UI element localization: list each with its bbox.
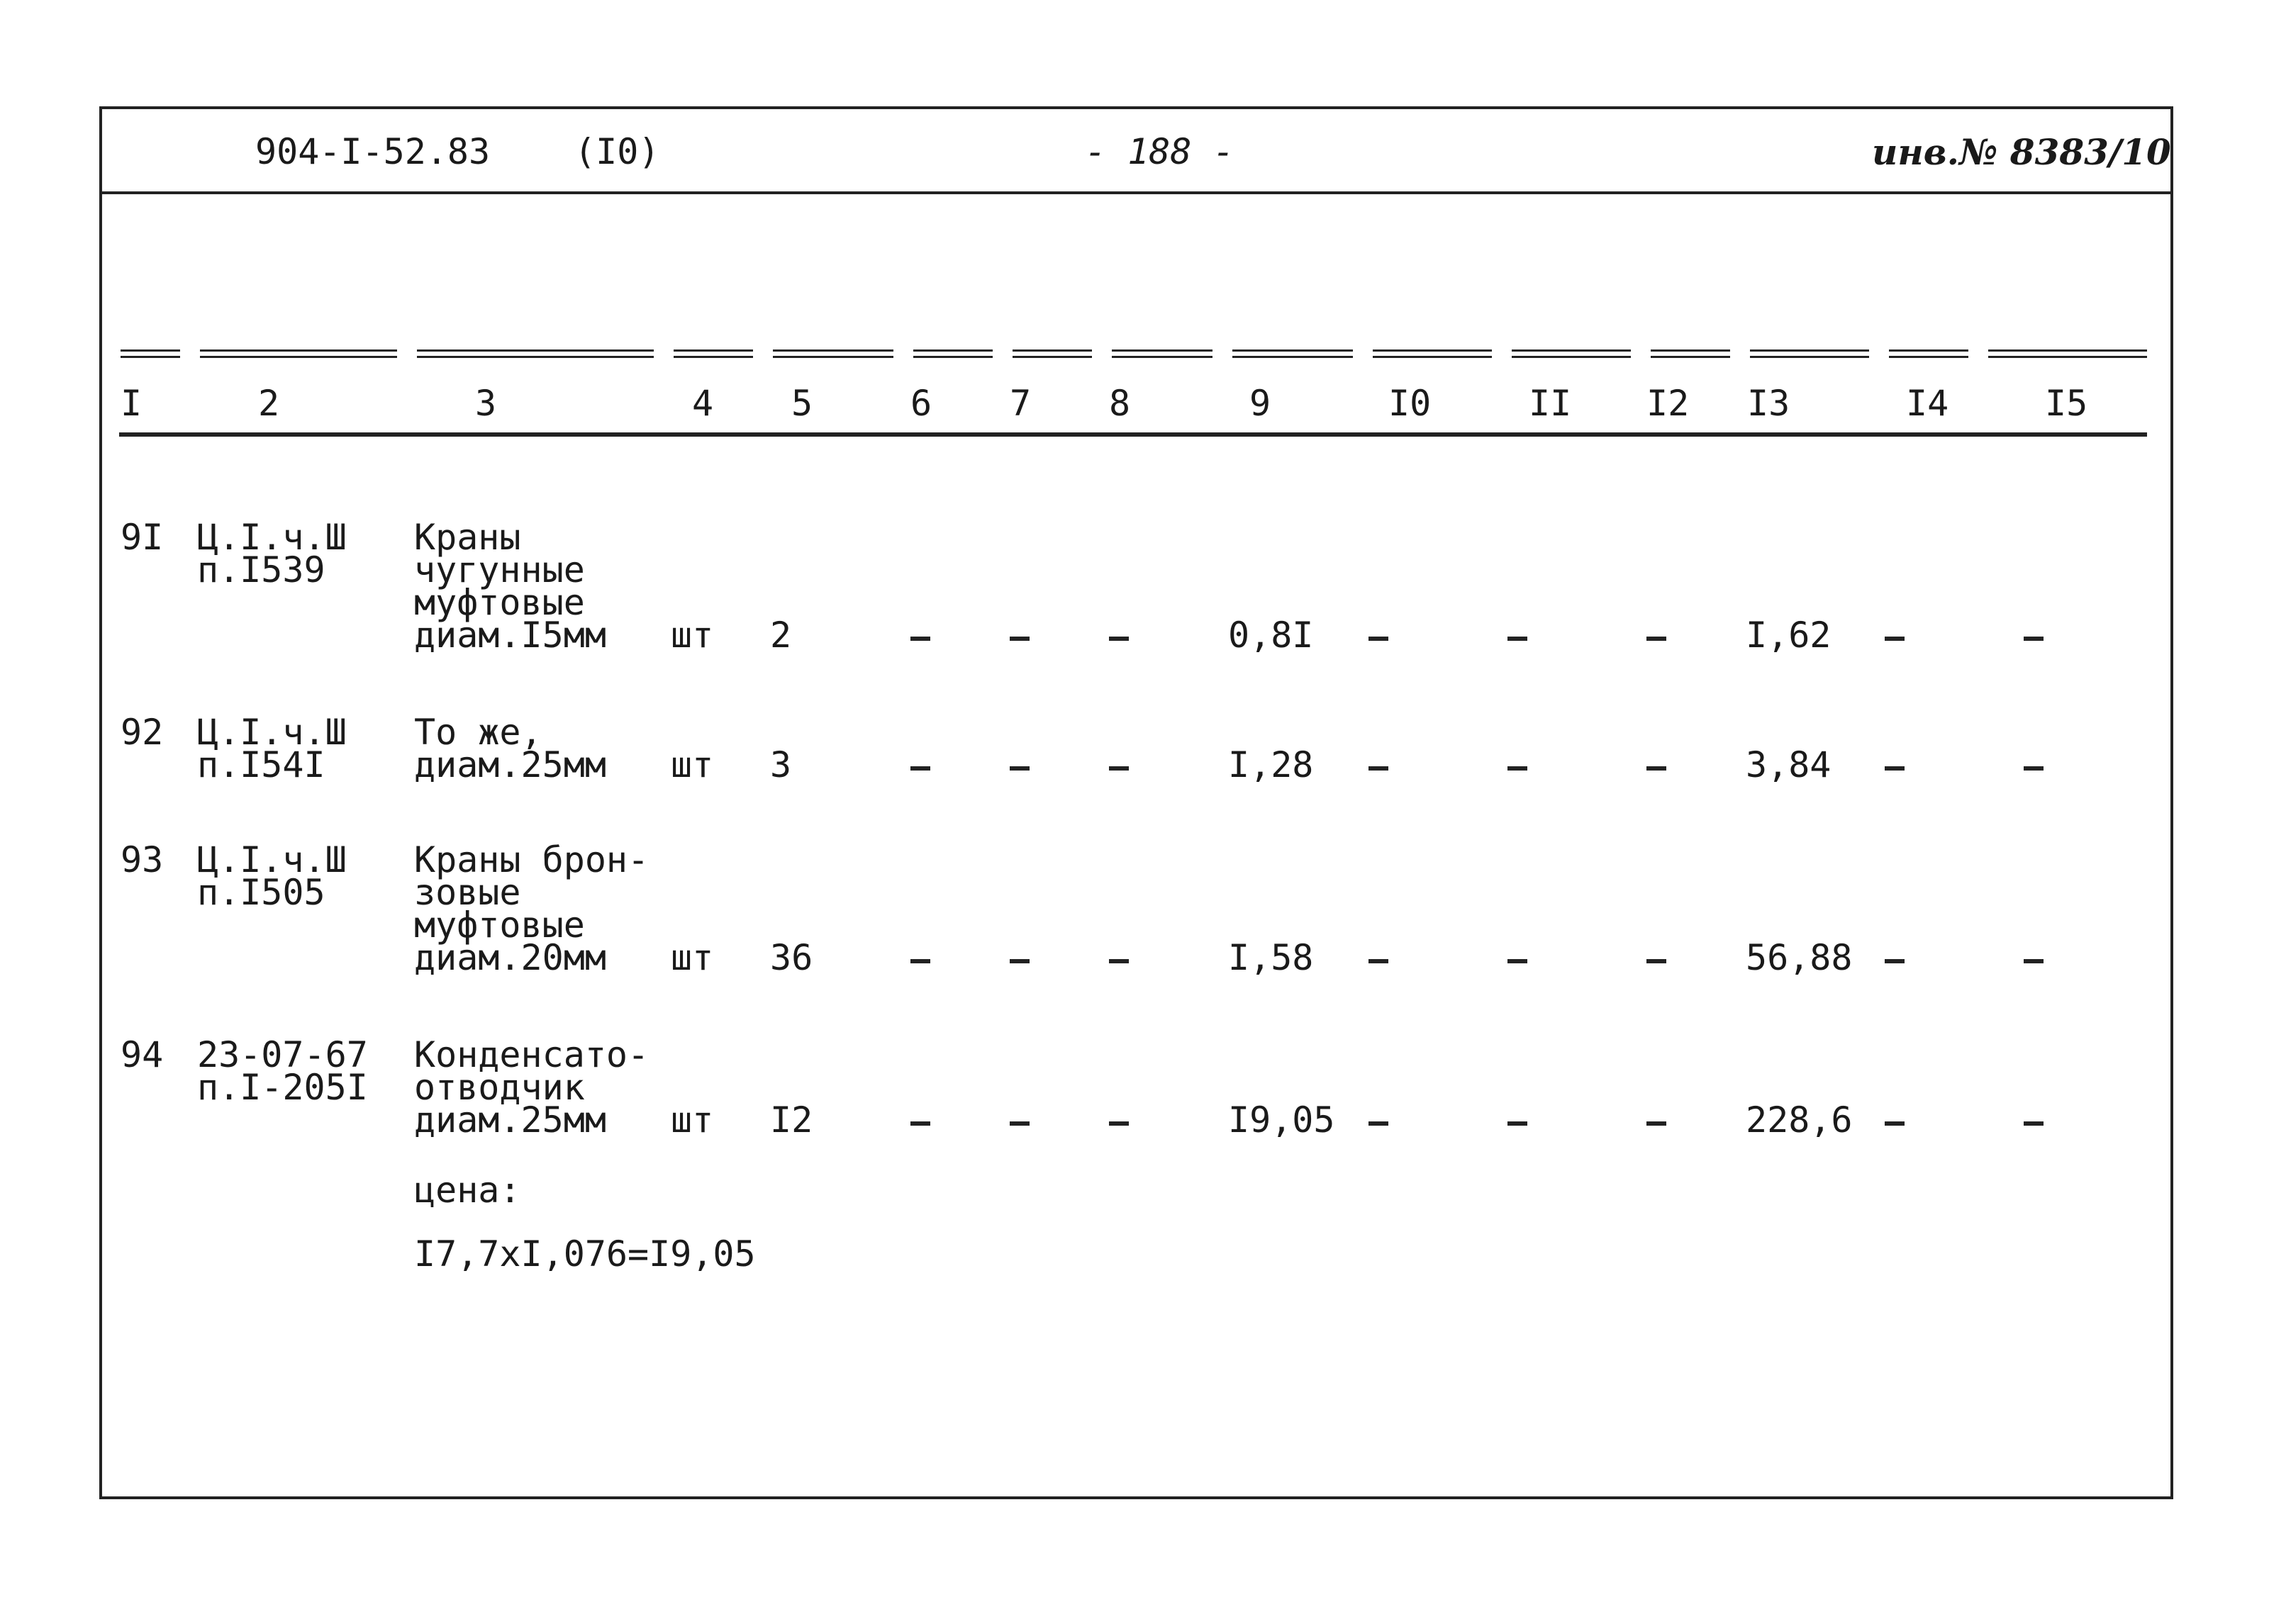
dash-mark: [1368, 959, 1388, 963]
unit: шт: [671, 1099, 714, 1141]
item-name-line: муфтовые: [414, 582, 585, 623]
inventory-number: инв.№ 8383/10: [1872, 131, 2171, 173]
dash-mark: [1507, 766, 1527, 771]
total-cost: I,62: [1746, 615, 1832, 656]
unit-price: I9,05: [1228, 1099, 1335, 1141]
page-number: - 188 -: [1085, 131, 1234, 172]
table-top-rule: [1988, 349, 2147, 359]
item-name-line: диам.I5мм: [414, 615, 606, 656]
table-top-rule: [773, 349, 893, 359]
dash-mark: [1646, 959, 1666, 963]
item-name-line: диам.25мм: [414, 1099, 606, 1141]
unit-price: I,28: [1228, 744, 1314, 785]
table-top-rule: [1512, 349, 1631, 359]
dash-mark: [1109, 637, 1129, 641]
dash-mark: [1885, 959, 1905, 963]
unit-price: I,58: [1228, 937, 1314, 978]
item-name-line: диам.25мм: [414, 744, 606, 785]
dash-mark: [910, 1121, 930, 1126]
dash-mark: [2024, 637, 2044, 641]
dash-mark: [910, 959, 930, 963]
column-number: 6: [910, 383, 932, 424]
price-reference: [197, 712, 347, 785]
unit: шт: [671, 615, 714, 656]
table-top-rule: [1232, 349, 1353, 359]
column-number: I5: [2045, 383, 2088, 424]
dash-mark: [1507, 637, 1527, 641]
price-reference: [197, 517, 347, 590]
price-reference-line: п.I54I: [197, 744, 325, 785]
dash-mark: [1109, 959, 1129, 963]
price-reference-line: п.I-205I: [197, 1067, 368, 1108]
table-top-rule: [1013, 349, 1092, 359]
price-reference-line: п.I539: [197, 549, 325, 590]
unit-price: 0,8I: [1228, 615, 1314, 656]
price-reference-line: Ц.I.ч.Ш: [197, 712, 347, 753]
price-reference: [197, 839, 347, 913]
table-top-rule: [417, 349, 654, 359]
unit: шт: [671, 744, 714, 785]
item-name-line: зовые: [414, 872, 521, 913]
table-top-rule: [913, 349, 993, 359]
column-number: 2: [258, 383, 280, 424]
quantity: 2: [770, 615, 792, 656]
table-top-rule: [1889, 349, 1968, 359]
quantity: I2: [770, 1099, 813, 1141]
price-reference: [197, 1034, 368, 1108]
document-code: 904-I-52.83: [255, 131, 491, 172]
dash-mark: [1885, 766, 1905, 771]
total-cost: 228,6: [1746, 1099, 1853, 1141]
item-name-line: Краны: [414, 517, 521, 558]
total-cost: 56,88: [1746, 937, 1853, 978]
item-name: [414, 839, 650, 978]
column-number: 5: [791, 383, 813, 424]
dash-mark: [910, 637, 930, 641]
column-number: 7: [1010, 383, 1032, 424]
sheet-number: (I0): [574, 131, 660, 172]
total-cost: 3,84: [1746, 744, 1832, 785]
column-number: II: [1529, 383, 1572, 424]
table-top-rule: [1373, 349, 1492, 359]
dash-mark: [1010, 766, 1030, 771]
row-number: 92: [121, 712, 164, 753]
table-top-rule: [1750, 349, 1869, 359]
header-rule: [99, 191, 2173, 194]
column-number: 9: [1249, 383, 1271, 424]
dash-mark: [1646, 766, 1666, 771]
dash-mark: [1109, 1121, 1129, 1126]
column-number: 4: [692, 383, 714, 424]
column-number: 8: [1109, 383, 1131, 424]
column-number-rule: [119, 432, 2147, 437]
price-note-formula: I7,7хI,076=I9,05: [414, 1233, 756, 1275]
price-reference-line: 23-07-67: [197, 1034, 368, 1075]
column-number: I2: [1646, 383, 1690, 424]
item-name: [414, 1034, 650, 1141]
column-number: I: [121, 383, 143, 424]
unit: шт: [671, 937, 714, 978]
dash-mark: [1507, 959, 1527, 963]
quantity: 36: [770, 937, 813, 978]
dash-mark: [1646, 637, 1666, 641]
item-name-line: То же,: [414, 712, 542, 753]
dash-mark: [1368, 1121, 1388, 1126]
item-name-line: отводчик: [414, 1067, 585, 1108]
item-name: [414, 517, 606, 656]
column-number: I0: [1388, 383, 1432, 424]
dash-mark: [1885, 637, 1905, 641]
item-name-line: муфтовые: [414, 905, 585, 946]
dash-mark: [2024, 766, 2044, 771]
page-frame: [99, 106, 2173, 1499]
quantity: 3: [770, 744, 792, 785]
column-number: I3: [1747, 383, 1790, 424]
dash-mark: [2024, 1121, 2044, 1126]
table-top-rule: [200, 349, 397, 359]
price-note-label: цена:: [414, 1170, 521, 1211]
item-name: [414, 712, 606, 785]
dash-mark: [910, 766, 930, 771]
table-top-rule: [674, 349, 753, 359]
item-name-line: диам.20мм: [414, 937, 606, 978]
price-reference-line: Ц.I.ч.Ш: [197, 517, 347, 558]
dash-mark: [1885, 1121, 1905, 1126]
dash-mark: [1010, 637, 1030, 641]
column-number: I4: [1906, 383, 1949, 424]
item-name-line: чугунные: [414, 549, 585, 590]
table-top-rule: [121, 349, 180, 359]
price-reference-line: Ц.I.ч.Ш: [197, 839, 347, 880]
price-reference-line: п.I505: [197, 872, 325, 913]
dash-mark: [1109, 766, 1129, 771]
table-top-rule: [1651, 349, 1730, 359]
column-number: 3: [475, 383, 497, 424]
dash-mark: [2024, 959, 2044, 963]
row-number: 94: [121, 1034, 164, 1075]
item-name-line: Краны брон-: [414, 839, 650, 880]
row-number: 93: [121, 839, 164, 880]
item-name-line: Конденсато-: [414, 1034, 650, 1075]
dash-mark: [1010, 959, 1030, 963]
dash-mark: [1368, 766, 1388, 771]
dash-mark: [1507, 1121, 1527, 1126]
dash-mark: [1646, 1121, 1666, 1126]
dash-mark: [1010, 1121, 1030, 1126]
row-number: 9I: [121, 517, 164, 558]
dash-mark: [1368, 637, 1388, 641]
table-top-rule: [1112, 349, 1212, 359]
